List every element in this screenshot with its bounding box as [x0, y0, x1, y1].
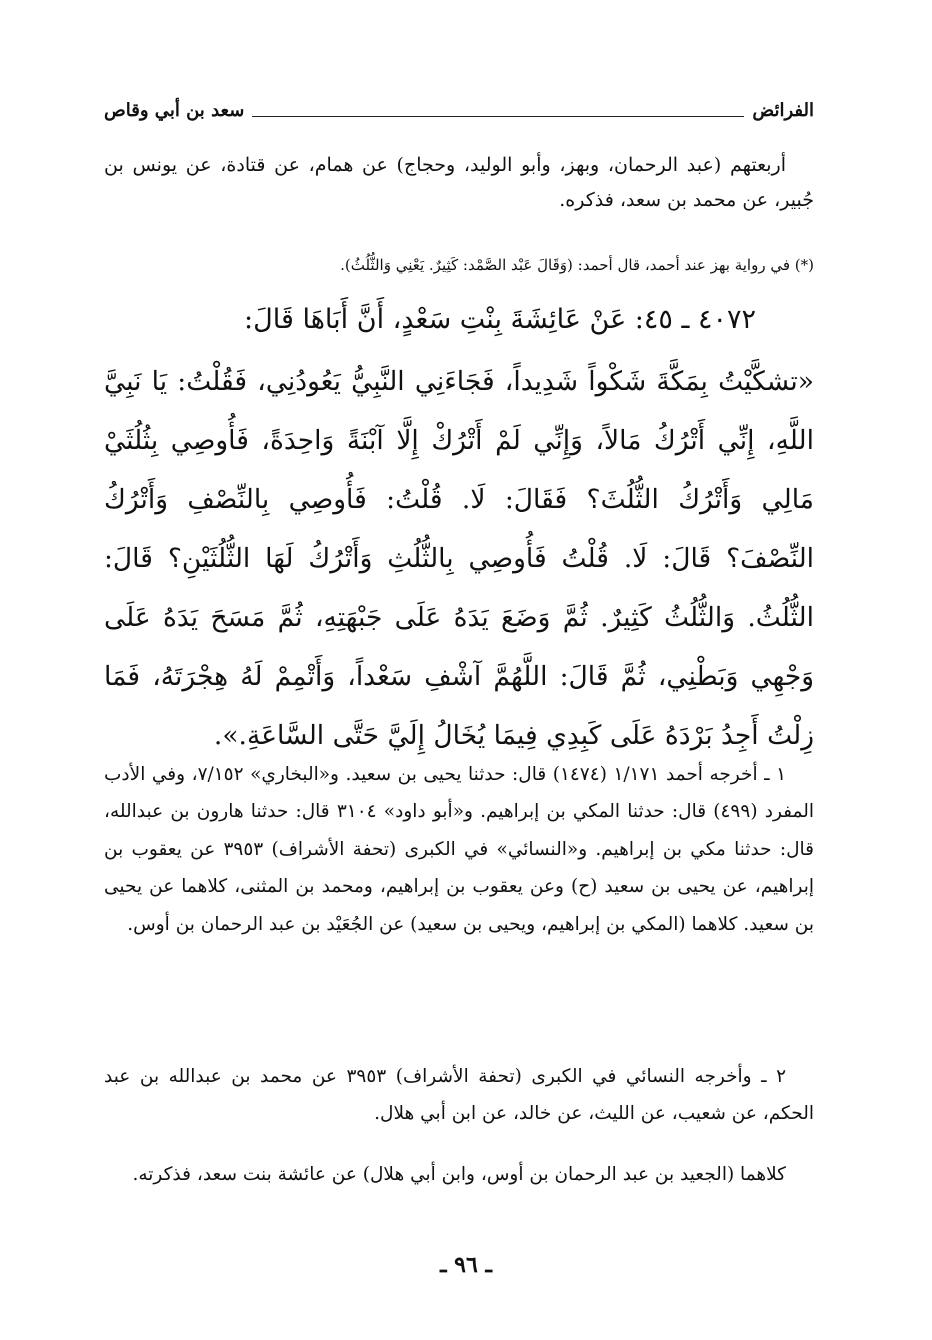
hadith-body-text: «تشكَّيْتُ بِمَكَّةَ شَكْواً شَدِيداً، فَجَاءَنِي النَّبِيُّ يَعُودُنِي، فَقُلْتُ: يَا نَبِيَّ اللَّهِ، إِنِّي أَتْرُكُ مَالاً، وَإِنِّي لَمْ أَتْرُكْ إِلَّا آبْنَةً وَاحِدَةً، فَأُوصِي بِثُلُثَيْ مَالِي وَأَتْرُكُ الثُّلُثَ؟ فَقَالَ: لَا. قُلْتُ: فَأُوصِي بِالنِّصْفِ وَأَتْرُكُ النِّصْفَ؟ قَالَ: لَا. قُلْتُ فَأُوصِي بِالثُّلُثِ وَأَتْرُكُ لَهَا الثُّلُثَيْنِ؟ قَالَ: الثُّلُثُ. وَالثُّلُثُ كَثِيرٌ. ثُمَّ وَضَعَ يَدَهُ عَلَى جَبْهَتِهِ، ثُمَّ مَسَحَ يَدَهُ عَلَى وَجْهِي وَبَطْنِي، ثُمَّ قَالَ: اللَّهُمَّ آشْفِ سَعْداً، وَأَتْمِمْ لَهُ هِجْرَتَهُ، فَمَا زِلْتُ أَجِدُ بَرْدَهُ عَلَى كَبِدِي فِيمَا يُخَالُ إِلَيَّ حَتَّى السَّاعَةِ.».: [104, 366, 814, 751]
header-section-title: سعد بن أبي وقاص: [104, 100, 245, 121]
header-rule: [252, 116, 744, 117]
intro-paragraph: [104, 148, 814, 218]
header-chapter-title: الفرائض: [752, 100, 814, 121]
running-header: [104, 94, 814, 120]
conclusion-paragraph: [104, 1155, 814, 1195]
hadith-heading: [104, 300, 814, 340]
star-footnote: [104, 252, 814, 278]
takhrij-2-text: ٢ ـ وأخرجه النسائي في الكبرى (تحفة الأشراف) ٣٩٥٣ عن محمد بن عبدالله بن عبد الحكم، عن شعيب، عن الليث، عن خالد، عن ابن أبي هلال.: [104, 1066, 814, 1124]
conclusion-text: كلاهما (الجعيد بن عبد الرحمان بن أوس، وابن أبي هلال) عن عائشة بنت سعد، فذكرته.: [132, 1164, 786, 1185]
hadith-heading-text: ٤٠٧٢ ـ ٤٥: عَنْ عَائِشَةَ بِنْتِ سَعْدٍ، أَنَّ أَبَاهَا قَالَ:: [244, 304, 756, 335]
intro-text: أربعتهم (عبد الرحمان، وبهز، وأبو الوليد، وحجاج) عن همام، عن قتادة، عن يونس بن جُبير، عن محمد بن سعد، فذكره.: [104, 154, 814, 211]
hadith-body: [104, 352, 814, 765]
takhrij-1-text: ١ ـ أخرجه أحمد ١/١٧١ (١٤٧٤) قال: حدثنا يحيى بن سعيد. و«البخاري» ٧/١٥٢، وفي الأدب المفرد (٤٩٩) قال: حدثنا المكي بن إبراهيم. و«أبو داود» ٣١٠٤ قال: حدثنا هارون بن عبدالله، قال: حدثنا مكي بن إبراهيم. و«النسائي» في الكبرى (تحفة الأشراف) ٣٩٥٣ عن يعقوب بن إبراهيم، عن يحيى بن سعيد (ح) وعن يعقوب بن إبراهيم، ومحمد بن المثنى، كلاهما عن يحيى بن سعيد. كلاهما (المكي بن إبراهيم، ويحيى بن سعيد) عن الجُعَيْد بن عبد الرحمان بن أوس.: [104, 764, 814, 935]
takhrij-2: [104, 1059, 814, 1133]
page-number: ـ ٩٦ ـ: [440, 1252, 492, 1278]
star-footnote-text: (*) في رواية بهز عند أحمد، قال أحمد: (وَقَالَ عَبْد الصَّمْد: كَثِيرٌ. يَعْنِي وَالثُّلُثُ).: [340, 256, 814, 274]
takhrij-1: [104, 756, 814, 943]
